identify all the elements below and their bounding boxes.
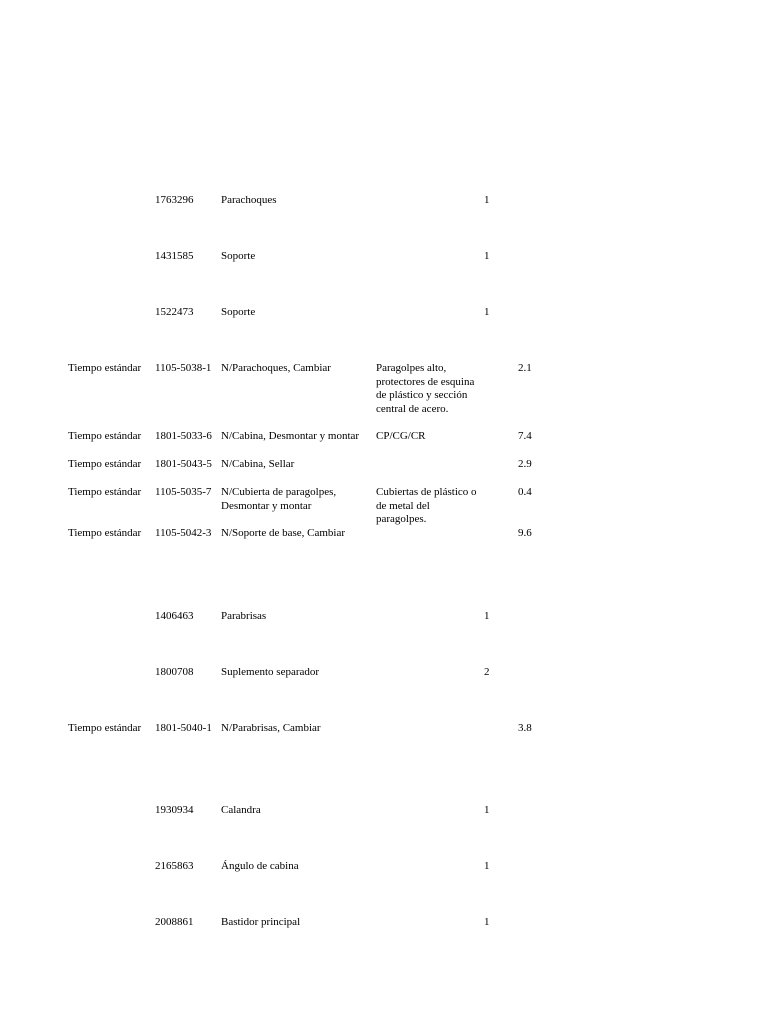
part-description: Soporte [221, 250, 256, 262]
operation-description: N/Soporte de base, Cambiar [221, 527, 346, 539]
operation-time: 9.6 [518, 527, 532, 539]
part-quantity: 1 [484, 860, 490, 872]
operation-note: CP/CG/CR [376, 430, 426, 442]
operation-label: Tiempo estándar [68, 458, 142, 470]
operation-code: 1801-5033-6 [155, 430, 212, 442]
part-description: Bastidor principal [221, 916, 301, 928]
part-quantity: 1 [484, 610, 490, 622]
operation-description: N/Parabrisas, Cambiar [221, 722, 321, 734]
operation-code: 1105-5042-3 [155, 527, 212, 539]
operation-description: N/Cabina, Sellar [221, 458, 295, 470]
operation-time: 7.4 [518, 430, 532, 442]
part-description: Ángulo de cabina [221, 860, 299, 872]
operation-time: 2.1 [518, 362, 532, 374]
operation-code: 1801-5043-5 [155, 458, 212, 470]
part-number: 1431585 [155, 250, 194, 262]
operation-description: N/Cabina, Desmontar y montar [221, 430, 360, 442]
part-number: 1406463 [155, 610, 194, 622]
operation-time: 0.4 [518, 486, 532, 498]
operation-label: Tiempo estándar [68, 486, 142, 498]
part-quantity: 2 [484, 666, 490, 678]
operation-code: 1105-5038-1 [155, 362, 212, 374]
operation-label: Tiempo estándar [68, 362, 142, 374]
part-description: Parabrisas [221, 610, 267, 622]
operation-description: N/Cubierta de paragolpes, Desmontar y montar [221, 486, 337, 512]
part-number: 1522473 [155, 306, 194, 318]
part-quantity: 1 [484, 250, 490, 262]
part-description: Suplemento separador [221, 666, 320, 678]
operation-label: Tiempo estándar [68, 430, 142, 442]
part-description: Parachoques [221, 194, 277, 206]
part-number: 2008861 [155, 916, 194, 928]
operation-code: 1801-5040-1 [155, 722, 212, 734]
part-quantity: 1 [484, 194, 490, 206]
operation-label: Tiempo estándar [68, 527, 142, 539]
part-number: 1930934 [155, 804, 194, 816]
part-quantity: 1 [484, 804, 490, 816]
operation-time: 2.9 [518, 458, 532, 470]
part-description: Calandra [221, 804, 261, 816]
part-quantity: 1 [484, 916, 490, 928]
part-description: Soporte [221, 306, 256, 318]
operation-time: 3.8 [518, 722, 532, 734]
operation-label: Tiempo estándar [68, 722, 142, 734]
operation-description: N/Parachoques, Cambiar [221, 362, 331, 374]
part-number: 1763296 [155, 194, 194, 206]
operation-note: Cubiertas de plástico o de metal del paragolpes. [376, 486, 477, 525]
part-quantity: 1 [484, 306, 490, 318]
operation-note: Paragolpes alto, protectores de esquina de plástico y sección central de acero. [376, 362, 475, 415]
part-number: 1800708 [155, 666, 194, 678]
part-number: 2165863 [155, 860, 194, 872]
operation-code: 1105-5035-7 [155, 486, 212, 498]
